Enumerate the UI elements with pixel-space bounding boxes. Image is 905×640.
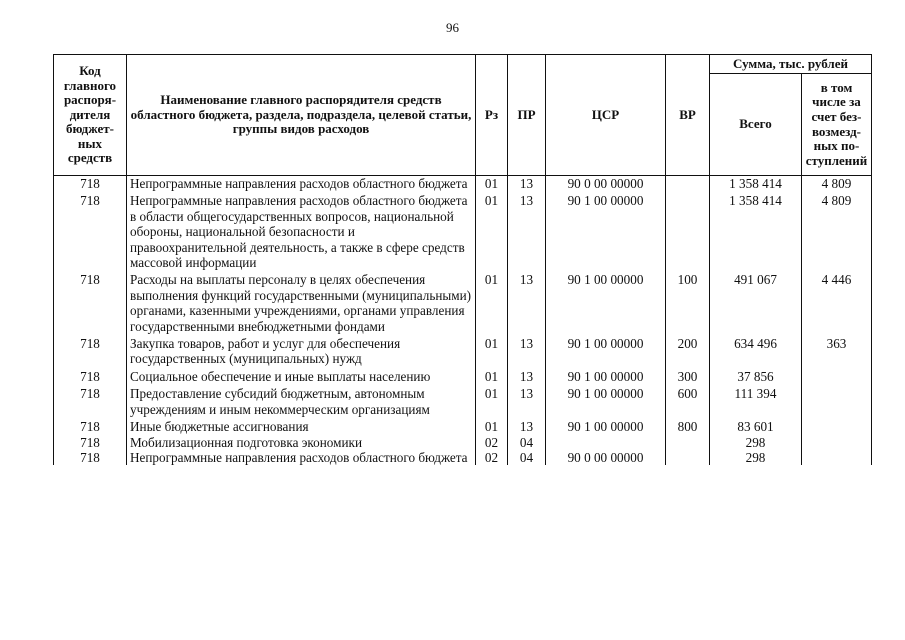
cell-pr: 13 [508, 193, 546, 272]
cell-code: 718 [54, 336, 127, 369]
cell-csr: 90 0 00 00000 [546, 450, 666, 465]
header-name: Наименование главного распорядителя средств областного бюджета, раздела, подраздела, целевой статьи, группы видов расходов [127, 55, 476, 176]
cell-code: 718 [54, 386, 127, 419]
cell-csr: 90 1 00 00000 [546, 419, 666, 434]
cell-vr: 200 [666, 336, 710, 369]
cell-total: 1 358 414 [710, 193, 802, 272]
cell-name: Предоставление субсидий бюджетным, автономным учреждениям и иным некоммерческим организациям [127, 386, 476, 419]
cell-code: 718 [54, 419, 127, 434]
header-incl: в том числе за счет без- возмезд- ных по- ступлений [802, 74, 872, 176]
table-header [54, 55, 872, 176]
cell-vr [666, 435, 710, 450]
cell-incl: 4 809 [802, 193, 872, 272]
header-pr: ПР [508, 55, 546, 176]
table-row [54, 193, 872, 272]
cell-vr [666, 193, 710, 272]
cell-pr: 13 [508, 419, 546, 434]
cell-rz: 01 [476, 369, 508, 386]
cell-pr: 13 [508, 386, 546, 419]
cell-total: 1 358 414 [710, 176, 802, 194]
cell-csr: 90 0 00 00000 [546, 176, 666, 194]
cell-pr: 04 [508, 435, 546, 450]
table-row [54, 435, 872, 450]
cell-vr: 600 [666, 386, 710, 419]
cell-name: Непрограммные направления расходов областного бюджета [127, 176, 476, 194]
cell-name: Мобилизационная подготовка экономики [127, 435, 476, 450]
cell-csr [546, 435, 666, 450]
table-row [54, 336, 872, 369]
table-row [54, 369, 872, 386]
budget-table [53, 54, 872, 465]
cell-name: Расходы на выплаты персоналу в целях обеспечения выполнения функций государственными (муниципальными) органами, казенными учреждениями, органами управления государственными внебюджетными фондами [127, 272, 476, 336]
cell-total: 83 601 [710, 419, 802, 434]
cell-code: 718 [54, 272, 127, 336]
table-row [54, 272, 872, 336]
cell-code: 718 [54, 193, 127, 272]
header-total: Всего [710, 74, 802, 176]
cell-pr: 04 [508, 450, 546, 465]
cell-rz: 01 [476, 176, 508, 194]
cell-rz: 01 [476, 193, 508, 272]
cell-name: Непрограммные направления расходов областного бюджета [127, 450, 476, 465]
cell-name: Социальное обеспечение и иные выплаты населению [127, 369, 476, 386]
cell-rz: 01 [476, 419, 508, 434]
cell-vr [666, 176, 710, 194]
cell-total: 37 856 [710, 369, 802, 386]
table-body [54, 176, 872, 466]
table-row [54, 450, 872, 465]
cell-rz: 02 [476, 450, 508, 465]
cell-pr: 13 [508, 369, 546, 386]
cell-rz: 02 [476, 435, 508, 450]
cell-incl: 4 446 [802, 272, 872, 336]
cell-csr: 90 1 00 00000 [546, 272, 666, 336]
cell-vr: 100 [666, 272, 710, 336]
table-row [54, 386, 872, 419]
cell-csr: 90 1 00 00000 [546, 369, 666, 386]
cell-name: Иные бюджетные ассигнования [127, 419, 476, 434]
cell-csr: 90 1 00 00000 [546, 193, 666, 272]
cell-vr: 300 [666, 369, 710, 386]
page-number: 96 [446, 20, 459, 35]
cell-code: 718 [54, 450, 127, 465]
header-rz: Рз [476, 55, 508, 176]
cell-total: 491 067 [710, 272, 802, 336]
cell-total: 298 [710, 435, 802, 450]
cell-rz: 01 [476, 336, 508, 369]
cell-incl [802, 419, 872, 434]
table-row [54, 176, 872, 194]
cell-pr: 13 [508, 272, 546, 336]
cell-pr: 13 [508, 176, 546, 194]
cell-csr: 90 1 00 00000 [546, 336, 666, 369]
cell-total: 111 394 [710, 386, 802, 419]
cell-incl [802, 386, 872, 419]
header-sum: Сумма, тыс. рублей [710, 55, 872, 74]
cell-total: 634 496 [710, 336, 802, 369]
cell-vr: 800 [666, 419, 710, 434]
cell-incl: 4 809 [802, 176, 872, 194]
cell-incl: 363 [802, 336, 872, 369]
header-vr: ВР [666, 55, 710, 176]
cell-pr: 13 [508, 336, 546, 369]
cell-code: 718 [54, 176, 127, 194]
cell-code: 718 [54, 435, 127, 450]
cell-total: 298 [710, 450, 802, 465]
cell-name: Непрограммные направления расходов областного бюджета в области общегосударственных вопросов, национальной обороны, национальной безопасности и правоохранительной деятельность, а также в сфере средств массовой информации [127, 193, 476, 272]
cell-name: Закупка товаров, работ и услуг для обеспечения государственных (муниципальных) нужд [127, 336, 476, 369]
header-csr: ЦСР [546, 55, 666, 176]
cell-rz: 01 [476, 386, 508, 419]
cell-incl [802, 450, 872, 465]
cell-csr: 90 1 00 00000 [546, 386, 666, 419]
cell-code: 718 [54, 369, 127, 386]
cell-incl [802, 369, 872, 386]
table-row [54, 419, 872, 434]
cell-vr [666, 450, 710, 465]
cell-incl [802, 435, 872, 450]
cell-rz: 01 [476, 272, 508, 336]
header-code: Код главного распоря- дителя бюджет- ных средств [54, 55, 127, 176]
